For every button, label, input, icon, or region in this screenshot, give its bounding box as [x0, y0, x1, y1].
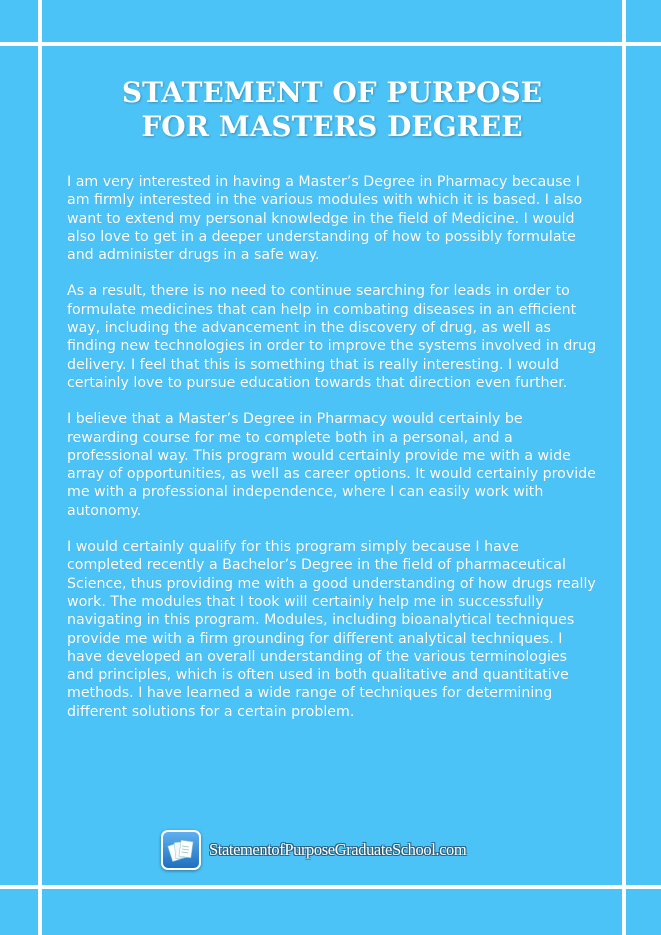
documents-logo-icon — [161, 830, 201, 870]
site-branding[interactable] — [161, 828, 466, 872]
paragraph-1: I am very interested in having a Master’s Degree in Pharmacy because I am firmly interested in the various modules with which it is based. I also want to extend my personal knowledge in the field of Medicine. I would also love to get in a deeper understanding of how to possibly formulate and administer drugs in a safe way. — [67, 174, 583, 264]
statement-body — [67, 173, 597, 739]
page-title — [42, 76, 622, 144]
paragraph-4: I would certainly qualify for this program simply because I have completed recently a Bachelor’s Degree in the field of pharmaceutical Science, thus providing me with a good understanding of how drugs really work. The modules that I took will certainly help me in successfully navigating in this program. Modules, including bioanalytical techniques provide me with a firm grounding for different analytical techniques. I have developed an overall understanding of the various terminologies and principles, which is often used in both qualitative and quantitative methods. I have learned a wide range of techniques for determining different solutions for a certain problem. — [67, 539, 596, 720]
paragraph-2: As a result, there is no need to continue searching for leads in order to formulate medicines that can help in combating diseases in an efficient way, including the advancement in the discovery of drug, as well as finding new technologies in order to improve the systems involved in drug delivery. I feel that this is something that is really interesting. I would certainly love to pursue education towards that direction even further. — [67, 283, 597, 391]
paragraph-3: I believe that a Master’s Degree in Pharmacy would certainly be rewarding course for me to complete both in a personal, and a professional way. This program would certainly provide me with a wide array of opportunities, as well as career options. It would certainly provide me with a professional independence, where I can easily work with autonomy. — [67, 411, 596, 519]
title-line-2: FOR MASTERS DEGREE — [141, 110, 523, 143]
frame-line-right — [622, 0, 626, 935]
title-line-1: STATEMENT OF PURPOSE — [121, 76, 543, 109]
frame-line-top — [0, 42, 661, 46]
frame-line-bottom — [0, 885, 661, 889]
site-url[interactable]: StatementofPurposeGraduateSchool.com — [209, 840, 467, 859]
